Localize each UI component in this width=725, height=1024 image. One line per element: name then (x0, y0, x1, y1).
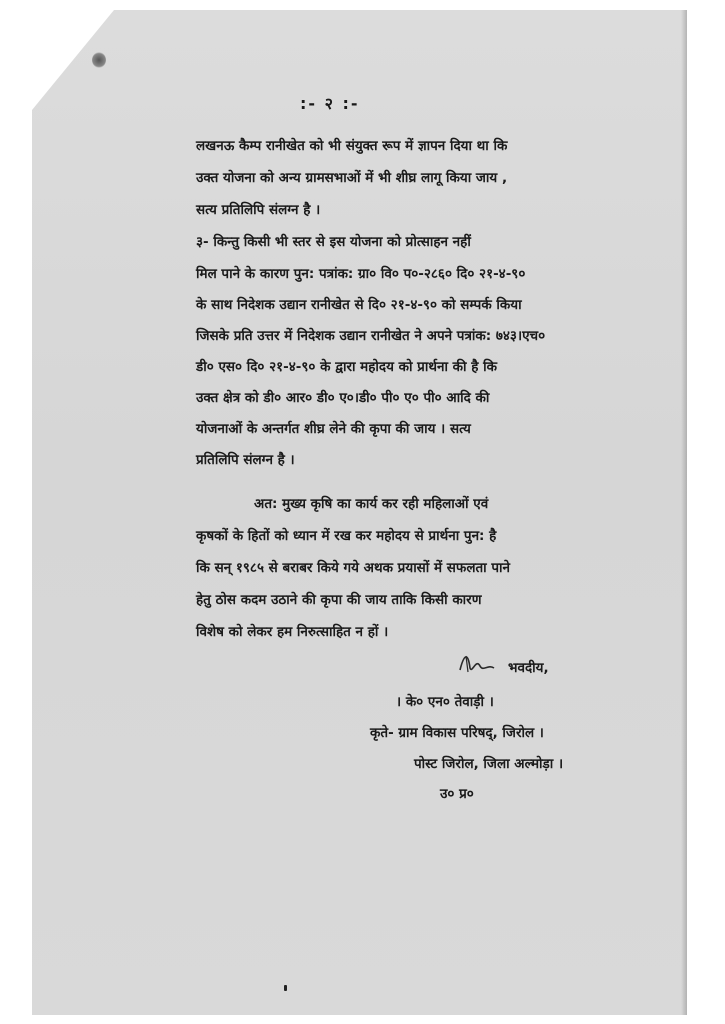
page-mark (284, 985, 287, 991)
paragraph-3-line-3: कि सन् १९८५ से बराबर किये गये अथक प्रयासों में सफलता पाने (196, 560, 511, 576)
paragraph-3-line-1: अत: मुख्य कृषि का कार्य कर रही महिलाओं एवं (254, 496, 489, 512)
paragraph-3-line-2: कृषकों के हितों को ध्यान में रख कर महोदय से प्रार्थना पुन: है (196, 528, 497, 544)
paragraph-2-line-7: योजनाओं के अन्तर्गत शीघ्र लेने की कृपा की जाय । सत्य (196, 421, 471, 437)
signatory-designation-line-2: पोस्ट जिरोल, जिला अल्मोड़ा । (414, 756, 564, 772)
paragraph-1-line-3: सत्य प्रतिलिपि संलग्न है । (196, 202, 321, 218)
paragraph-2-line-8: प्रतिलिपि संलग्न है । (196, 452, 295, 468)
paragraph-3-line-4: हेतु ठोस कदम उठाने की कृपा की जाय ताकि किसी कारण (196, 592, 482, 608)
signatory-name: । के० एन० तेवाड़ी । (396, 694, 494, 710)
paragraph-2-line-2: मिल पाने के कारण पुन: पत्रांक: ग्रा० वि० प०-२८६० दि० २१-४-९० (196, 266, 526, 282)
page-number: :- २ :- (300, 94, 360, 113)
paragraph-2-line-4: जिसके प्रति उत्तर में निदेशक उद्यान रानीखेत ने अपने पत्रांक: ७४३।एच० (196, 328, 546, 344)
paragraph-2-line-5: डी० एस० दि० २१-४-९० के द्वारा महोदय को प्रार्थना की है कि (196, 359, 497, 375)
handwritten-signature-icon (456, 648, 496, 678)
paragraph-3-line-5: विशेष को लेकर हम निरुत्साहित न हों । (196, 624, 389, 640)
paragraph-2-line-1: ३- किन्तु किसी भी स्तर से इस योजना को प्रोत्साहन नहीं (196, 234, 471, 250)
signatory-designation-line-1: कृते- ग्राम विकास परिषद्, जिरोल । (370, 725, 544, 741)
paragraph-1-line-1: लखनऊ कैम्प रानीखेत को भी संयुक्त रूप में ज्ञापन दिया था कि (196, 138, 508, 154)
paragraph-2-line-6: उक्त क्षेत्र को डी० आर० डी० ए०।डी० पी० ए० पी० आदि की (196, 390, 490, 406)
signatory-state: उ० प्र० (440, 786, 474, 802)
closing-salutation: भवदीय, (508, 660, 549, 676)
paragraph-1-line-2: उक्त योजना को अन्य ग्रामसभाओं में भी शीघ्र लागू किया जाय , (196, 170, 508, 186)
paragraph-2-line-3: के साथ निदेशक उद्यान रानीखेत से दि० २१-४-९० को सम्पर्क किया (196, 297, 522, 313)
